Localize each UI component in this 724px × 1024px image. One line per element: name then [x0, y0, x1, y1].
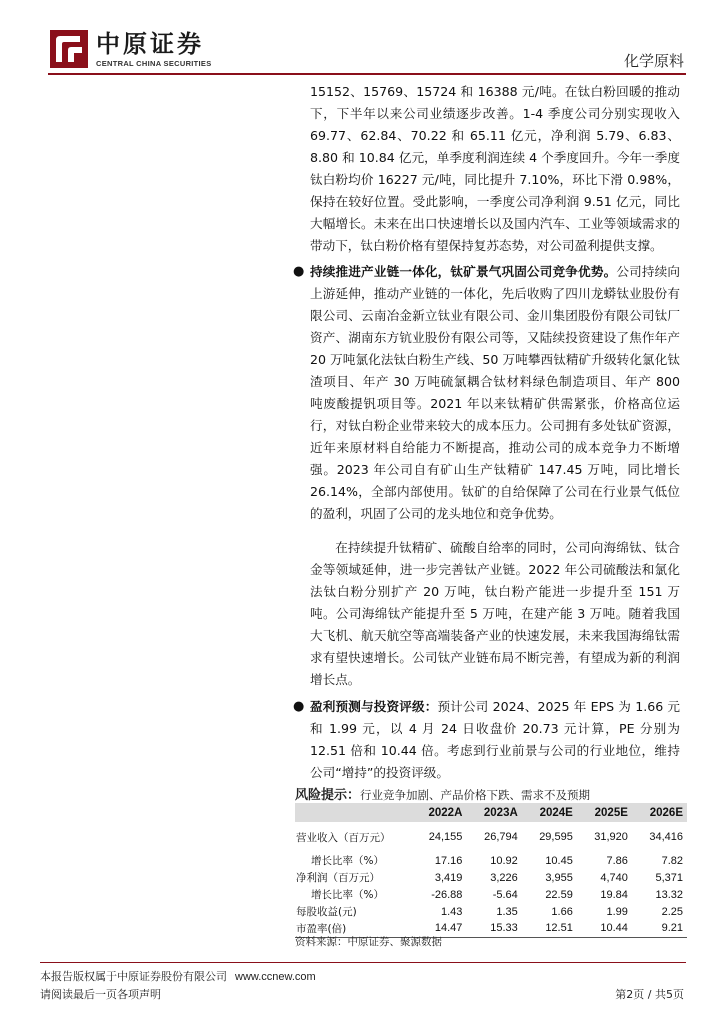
table-cell: 13.32 — [655, 888, 683, 901]
table-header-cell: 2026E — [632, 803, 687, 822]
paragraph-sponge-titanium: 在持续提升钛精矿、硫酸自给率的同时，公司向海绵钛、钛合金等领域延伸，进一步完善钛产业链。2022 年公司硫酸法和氯化法钛白粉分别扩产 20 万吨，钛白粉产能进一步提升至 151 万吨。公司海绵钛产能提升至 5 万吨，在建产能 3 万吨。随着我国大飞机、航天航空等高端装备产业的快速发展，未来我国海绵钛需求有望快速增长。公司钛产业链布局不断完善，有望成为新的利润增长点。 — [310, 540, 680, 687]
table-cell: 4,740 — [600, 871, 628, 884]
table-header-cell — [295, 803, 411, 822]
risk-text: 行业竞争加剧、产品价格下跌、需求不及预期 — [360, 788, 591, 802]
table-cell: 14.47 — [411, 920, 466, 937]
table-cell: 1.35 — [496, 905, 518, 918]
footer-divider — [40, 962, 686, 963]
paragraph-performance: 15152、15769、15724 和 16388 元/吨。在钛白粉回暖的推动下，下半年以来公司业绩逐步改善。1-4 季度公司分别实现收入 69.77、62.84、70.22 和 65.11 亿元，净利润 5.79、6.83、8.80 和 10.84 亿元，单季度利润连续 4 个季度回升。今年一季度钛白粉均价 16227 元/吨，同比提升 7.10%，环比下滑 0.98%，保持在较好位置。受此影响，一季度公司净利润 9.51 亿元，同比大幅增长。未来在出口快速增长以及国内汽车、工业等领域需求的带动下，钛白粉价格有望保持复苏态势，对公司盈利提供支撑。 — [310, 84, 680, 253]
table-cell: 10.45 — [545, 854, 573, 867]
row-label: 每股收益(元) — [296, 906, 357, 918]
bullet-text: 公司持续向上游延伸，推动产业链的一体化，先后收购了四川龙蟒钛业股份有限公司、云南冶金新立钛业有限公司、金川集团股份有限公司钛厂资产、湖南东方钪业股份有限公司等，又陆续投资建设了焦作年产 20 万吨氯化法钛白粉生产线、50 万吨攀西钛精矿升级转化氯化钛渣项目、年产 30 万吨硫氯耦合钛材料绿色制造项目、年产 800 吨废酸提钒项目等。2021 年以来钛精矿供需紧张，价格高位运行，对钛白粉企业带来较大的成本压力。公司拥有多处钛矿资源，近年来原材料自给能力不断提高，推动公司的成本竞争力不断增强。2023 年公司自有矿山生产钛精矿 147.45 万吨，同比增长 26.14%，全部内部使用。钛矿的自给保障了公司在行业景气低位的盈利，巩固了公司的龙头地位和竞争优势。 — [310, 264, 681, 521]
row-label: 净利润（百万元） — [296, 872, 380, 884]
row-label: 营业收入（百万元） — [296, 831, 391, 844]
risk-warning — [295, 784, 590, 803]
row-label: 增长比率（%） — [311, 889, 384, 901]
table-row — [295, 852, 687, 869]
footer-copyright-line — [40, 968, 316, 984]
table-cell: -26.88 — [431, 888, 463, 901]
table-cell: 26,794 — [484, 831, 518, 843]
bullet-title: 盈利预测与投资评级： — [310, 699, 438, 714]
bullet-dot-icon: ● — [293, 264, 305, 279]
table-cell: 10.92 — [490, 854, 518, 867]
table-header-cell: 2025E — [577, 803, 632, 822]
table-cell: 19.84 — [600, 888, 628, 901]
table-cell: 2.25 — [661, 905, 683, 918]
footer-disclaimer: 请阅读最后一页各项声明 — [40, 988, 161, 1001]
table-source: 资料来源：中原证券、聚源数据 — [295, 936, 442, 948]
table-cell: 5,371 — [655, 871, 683, 884]
table-row — [295, 903, 687, 920]
footer-copyright: 本报告版权属于中原证券股份有限公司 — [40, 970, 227, 983]
table-row — [295, 869, 687, 886]
header-divider — [48, 73, 686, 75]
table-cell: 12.51 — [522, 920, 577, 937]
page-number: 第2页 / 共5页 — [615, 988, 684, 1001]
table-cell: 17.16 — [434, 854, 463, 867]
table-cell: 7.86 — [606, 854, 628, 867]
report-category: 化学原料 — [623, 52, 684, 70]
bullet-dot-icon: ● — [293, 699, 305, 714]
table-cell: 3,226 — [490, 871, 518, 884]
table-cell: 3,955 — [545, 871, 573, 884]
table-header-cell: 2022A — [411, 803, 466, 822]
table-cell: 1.43 — [440, 905, 463, 918]
table-cell: 31,920 — [594, 831, 628, 843]
table-cell: -5.64 — [492, 888, 518, 901]
bullet-title: 持续推进产业链一体化，钛矿景气巩固公司竞争优势。 — [310, 264, 617, 279]
table-header-cell: 2024E — [522, 803, 577, 822]
page-header — [0, 0, 724, 78]
bullet-text: 预计公司 2024、2025 年 EPS 为 1.66 元和 1.99 元，以 4 月 24 日收盘价 20.73 元计算，PE 分别为 12.51 倍和 10.44 倍。考虑到行业前景与公司的行业地位，维持公司“增持”的投资评级。 — [310, 699, 680, 780]
table-cell: 34,416 — [649, 831, 683, 843]
logo-emblem-icon — [50, 30, 88, 68]
table-cell: 29,595 — [539, 831, 573, 843]
table-cell: 15.33 — [466, 920, 521, 937]
table-row — [295, 886, 687, 903]
bullet-industry-chain — [293, 261, 680, 525]
table-cell: 3,419 — [434, 871, 463, 884]
risk-title: 风险提示： — [295, 788, 361, 803]
company-logo — [50, 30, 212, 68]
bullet-rating — [293, 696, 680, 784]
table-row — [295, 822, 687, 852]
table-cell: 24,155 — [428, 831, 463, 843]
table-cell: 7.82 — [661, 854, 683, 867]
footer-url-link[interactable]: www.ccnew.com — [235, 971, 316, 983]
table-cell: 9.21 — [632, 920, 687, 937]
row-label: 增长比率（%） — [311, 855, 384, 867]
financial-forecast-table — [295, 803, 687, 938]
row-label: 市盈率(倍) — [295, 920, 411, 937]
logo-chinese-name: 中原证券 — [96, 28, 204, 58]
table-cell: 22.59 — [545, 888, 573, 901]
table-cell: 1.99 — [606, 905, 628, 918]
logo-english-name: CENTRAL CHINA SECURITIES — [96, 58, 212, 68]
table-header-row — [295, 803, 687, 822]
table-cell: 10.44 — [577, 920, 632, 937]
table-header-cell: 2023A — [466, 803, 521, 822]
table-cell: 1.66 — [551, 905, 573, 918]
